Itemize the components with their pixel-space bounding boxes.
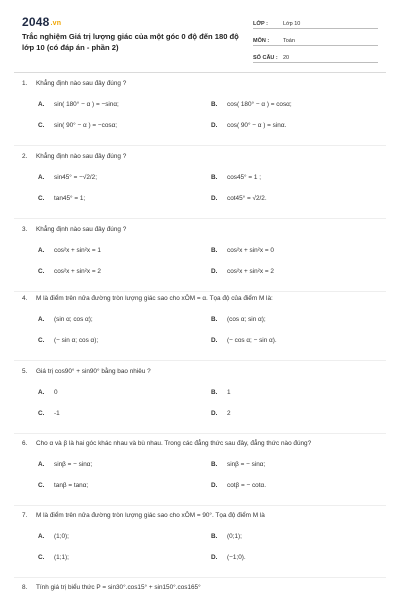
option-text: cos²x + sin²x = 1	[54, 247, 101, 254]
option-text: sin45° = −√2/2;	[54, 174, 98, 181]
question-divider	[14, 360, 386, 361]
meta-key: LỚP :	[253, 21, 268, 27]
question-3	[22, 226, 126, 233]
answer-option-a[interactable]	[38, 316, 93, 323]
option-text: (0;1);	[227, 533, 242, 540]
meta-box	[253, 15, 378, 66]
option-letter: C.	[38, 122, 45, 129]
answer-option-a[interactable]	[38, 174, 97, 181]
option-text: (1;0);	[54, 533, 69, 540]
question-number: 4.	[22, 295, 28, 302]
option-text: (− sin α; cos α);	[54, 337, 99, 344]
option-text: cos( 180° − α ) = cosα;	[227, 101, 292, 108]
option-letter: A.	[38, 247, 45, 254]
option-letter: C.	[38, 337, 45, 344]
answer-option-c[interactable]	[38, 554, 69, 561]
answer-option-c[interactable]	[38, 122, 117, 129]
question-number: 6.	[22, 440, 28, 447]
option-letter: B.	[211, 174, 218, 181]
option-text: sinβ = − sinα;	[54, 461, 93, 468]
answer-option-c[interactable]	[38, 195, 85, 202]
answer-option-a[interactable]	[38, 389, 58, 396]
option-letter: B.	[211, 316, 218, 323]
question-divider	[14, 577, 386, 578]
option-letter: B.	[211, 533, 218, 540]
option-text: (−1;0).	[227, 554, 246, 561]
option-text: (− cos α; − sin α).	[227, 337, 277, 344]
question-number: 5.	[22, 368, 28, 375]
logo-text: 2048	[22, 15, 50, 29]
option-letter: A.	[38, 533, 45, 540]
option-letter: A.	[38, 461, 45, 468]
option-text: sin( 180° − α ) = −sinα;	[54, 101, 119, 108]
answer-option-b[interactable]	[211, 389, 231, 396]
meta-key: MÔN :	[253, 38, 270, 44]
option-text: cos45° = 1 ;	[227, 174, 261, 181]
option-letter: B.	[211, 247, 218, 254]
option-letter: A.	[38, 174, 45, 181]
question-text: M là điểm trên nửa đường tròn lượng giác sao cho xÔM = α. Tọa độ của điểm M là:	[36, 295, 273, 302]
answer-option-a[interactable]	[38, 101, 119, 108]
option-text: cotβ = − cotα.	[227, 482, 266, 489]
question-8	[22, 584, 201, 591]
meta-row-count	[253, 49, 378, 63]
option-text: 2	[227, 410, 231, 417]
question-6	[22, 440, 311, 447]
answer-option-c[interactable]	[38, 410, 60, 417]
answer-option-d[interactable]	[211, 195, 267, 202]
question-text: M là điểm trên nửa đường tròn lượng giác sao cho xÔM = 90°. Tọa độ điểm M là	[36, 512, 265, 519]
answer-option-b[interactable]	[211, 461, 265, 468]
option-text: sinβ = − sinα;	[227, 461, 266, 468]
answer-option-b[interactable]	[211, 316, 266, 323]
answer-option-d[interactable]	[211, 554, 246, 561]
question-divider	[14, 291, 386, 292]
option-letter: D.	[211, 268, 218, 275]
option-letter: B.	[211, 461, 218, 468]
answer-option-c[interactable]	[38, 337, 98, 344]
option-letter: A.	[38, 101, 45, 108]
meta-value: Lớp 10	[283, 21, 301, 27]
question-text: Tính giá trị biểu thức P = sin30°.cos15° + sin150°.cos165°	[36, 584, 201, 591]
answer-option-a[interactable]	[38, 461, 92, 468]
question-7	[22, 512, 265, 519]
answer-option-c[interactable]	[38, 482, 88, 489]
meta-row-subject	[253, 32, 378, 46]
answer-option-d[interactable]	[211, 482, 266, 489]
answer-option-d[interactable]	[211, 410, 231, 417]
option-letter: C.	[38, 268, 45, 275]
option-text: cos²x + sin²x = 2	[227, 268, 274, 275]
question-4	[22, 295, 273, 302]
option-letter: C.	[38, 195, 45, 202]
option-letter: D.	[211, 410, 218, 417]
option-text: (sin α; cos α);	[54, 316, 93, 323]
option-text: -1	[54, 410, 60, 417]
option-letter: D.	[211, 554, 218, 561]
option-text: cos²x + sin²x = 0	[227, 247, 274, 254]
question-text: Cho α và β là hai góc khác nhau và bù nhau. Trong các đẳng thức sau đây, đẳng thức nào đúng?	[36, 440, 312, 447]
question-text: Giá trị cos90° + sin90° bằng bao nhiêu ?	[36, 368, 151, 375]
option-letter: C.	[38, 482, 45, 489]
answer-option-b[interactable]	[211, 101, 292, 108]
option-text: sin( 90° − α ) = −cosα;	[54, 122, 118, 129]
answer-option-d[interactable]	[211, 122, 286, 129]
header-divider	[14, 72, 386, 73]
logo-suffix: .vn	[50, 20, 62, 27]
option-letter: D.	[211, 482, 218, 489]
meta-value: 20	[283, 55, 290, 61]
answer-option-a[interactable]	[38, 247, 101, 254]
question-1	[22, 80, 126, 87]
option-letter: B.	[211, 389, 218, 396]
option-text: 0	[54, 389, 58, 396]
question-number: 8.	[22, 584, 28, 591]
question-divider	[14, 145, 386, 146]
option-text: (1;1);	[54, 554, 69, 561]
meta-value: Toán	[283, 38, 295, 44]
answer-option-d[interactable]	[211, 337, 277, 344]
option-letter: A.	[38, 316, 45, 323]
question-divider	[14, 505, 386, 506]
option-letter: D.	[211, 195, 218, 202]
option-text: cos( 90° − α ) = sinα.	[227, 122, 287, 129]
option-text: (cos α; sin α);	[227, 316, 266, 323]
option-letter: C.	[38, 410, 45, 417]
meta-key: SỐ CÂU :	[253, 55, 278, 61]
question-number: 7.	[22, 512, 28, 519]
question-text: Khẳng định nào sau đây đúng ?	[36, 80, 127, 87]
option-text: cos²x + sin²x = 2	[54, 268, 101, 275]
option-letter: B.	[211, 101, 218, 108]
question-divider	[14, 218, 386, 219]
answer-option-b[interactable]	[211, 174, 261, 181]
option-text: 1	[227, 389, 231, 396]
option-letter: D.	[211, 337, 218, 344]
option-letter: C.	[38, 554, 45, 561]
option-text: tanβ = tanα;	[54, 482, 89, 489]
page-title: Trắc nghiệm Giá trị lượng giác của một góc 0 độ đến 180 độ lớp 10 (có đáp án - phần 2)	[22, 32, 239, 52]
question-number: 3.	[22, 226, 28, 233]
option-letter: D.	[211, 122, 218, 129]
question-divider	[14, 433, 386, 434]
site-logo[interactable]	[22, 15, 61, 29]
option-text: tan45° = 1;	[54, 195, 86, 202]
question-5	[22, 368, 151, 375]
answer-option-b[interactable]	[211, 533, 242, 540]
answer-option-a[interactable]	[38, 533, 69, 540]
question-text: Khẳng định nào sau đây đúng ?	[36, 226, 127, 233]
option-text: cot45° = √2/2.	[227, 195, 267, 202]
answer-option-b[interactable]	[211, 247, 274, 254]
question-number: 2.	[22, 153, 28, 160]
option-letter: A.	[38, 389, 45, 396]
question-2	[22, 153, 126, 160]
question-number: 1.	[22, 80, 28, 87]
meta-row-class	[253, 15, 378, 29]
header	[0, 0, 400, 66]
question-text: Khẳng định nào sau đây đúng ?	[36, 153, 127, 160]
answer-option-d[interactable]	[211, 268, 274, 275]
answer-option-c[interactable]	[38, 268, 101, 275]
